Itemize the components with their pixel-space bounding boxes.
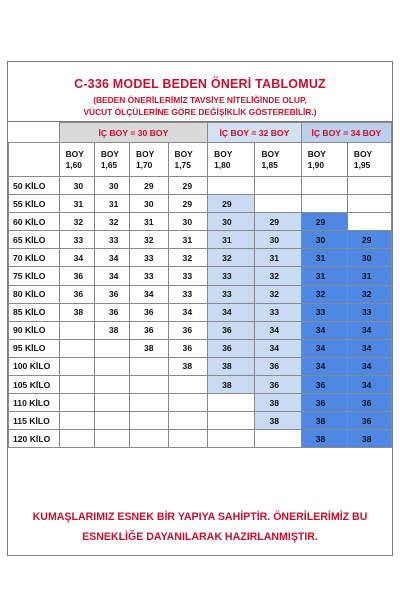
height-header-cell [94, 143, 129, 177]
size-cell: 33 [168, 285, 208, 303]
size-cell [130, 376, 169, 394]
size-cell [208, 412, 255, 430]
size-cell [59, 430, 94, 448]
weight-label: 95 KİLO [9, 339, 60, 357]
height-header-cell [59, 143, 94, 177]
size-cell: 34 [347, 357, 391, 375]
height-header-cell [347, 143, 391, 177]
size-cell: 29 [168, 177, 208, 195]
size-cell: 36 [94, 285, 129, 303]
size-cell: 38 [168, 357, 208, 375]
size-cell: 29 [168, 195, 208, 213]
size-cell: 32 [255, 267, 301, 285]
size-cell [255, 177, 301, 195]
size-cell: 34 [168, 303, 208, 321]
size-cell: 34 [94, 249, 129, 267]
table-row [9, 321, 392, 339]
height-value: 1,70 [136, 159, 153, 170]
size-cell [301, 177, 347, 195]
size-cell [59, 376, 94, 394]
size-cell: 32 [301, 285, 347, 303]
size-cell [347, 213, 391, 231]
subtitle-line-1: (BEDEN ÖNERİLERİMİZ TAVSİYE NİTELİĞİNDE OLUP, [93, 95, 307, 105]
size-cell: 34 [94, 267, 129, 285]
size-cell [94, 376, 129, 394]
height-boy-label: BOY [353, 148, 373, 159]
size-cell: 33 [94, 231, 129, 249]
weight-label: 50 KİLO [9, 177, 60, 195]
size-cell: 36 [208, 321, 255, 339]
size-cell: 32 [94, 213, 129, 231]
size-cell [168, 430, 208, 448]
size-cell: 36 [255, 357, 301, 375]
size-cell: 33 [208, 285, 255, 303]
size-cell: 29 [208, 195, 255, 213]
table-row [9, 430, 392, 448]
height-value: 1,65 [100, 159, 118, 170]
size-cell [301, 195, 347, 213]
size-cell: 38 [301, 430, 347, 448]
size-cell: 31 [301, 267, 347, 285]
size-cell: 30 [94, 177, 129, 195]
footer-line-1: KUMAŞLARIMIZ ESNEK BİR YAPIYA SAHİPTİR. ÖNERİLERİMİZ BU [32, 511, 368, 523]
size-cell: 38 [208, 376, 255, 394]
table-row [9, 339, 392, 357]
size-cell: 30 [59, 177, 94, 195]
size-cell: 32 [208, 249, 255, 267]
corner-cell [9, 123, 60, 143]
size-cell: 34 [301, 339, 347, 357]
size-cell: 34 [301, 321, 347, 339]
height-value: 1,60 [65, 159, 82, 170]
size-cell [94, 339, 129, 357]
height-value: 1,90 [307, 159, 324, 170]
size-cell: 36 [59, 267, 94, 285]
size-cell [168, 394, 208, 412]
size-cell: 33 [208, 267, 255, 285]
corner-cell-2 [9, 143, 60, 177]
height-boy-label: BOY [100, 148, 119, 159]
size-cell: 31 [347, 267, 391, 285]
size-cell [59, 412, 94, 430]
size-cell: 30 [255, 231, 301, 249]
group-header-row [9, 123, 392, 143]
size-cell: 29 [301, 213, 347, 231]
weight-label: 65 KİLO [9, 231, 60, 249]
height-header-cell [208, 143, 255, 177]
size-cell: 34 [255, 339, 301, 357]
size-cell: 30 [301, 231, 347, 249]
size-cell: 30 [208, 213, 255, 231]
table-row [9, 376, 392, 394]
size-cell [168, 376, 208, 394]
table-row [9, 177, 392, 195]
size-cell: 36 [347, 394, 391, 412]
size-cell: 38 [130, 339, 169, 357]
height-boy-label: BOY [214, 148, 233, 159]
size-cell: 36 [208, 339, 255, 357]
height-value: 1,95 [353, 159, 371, 170]
weight-label: 105 KİLO [9, 376, 60, 394]
weight-label: 60 KİLO [9, 213, 60, 231]
size-cell: 38 [208, 357, 255, 375]
weight-label: 110 KİLO [9, 394, 60, 412]
size-cell [168, 412, 208, 430]
table-row [9, 285, 392, 303]
size-cell [59, 339, 94, 357]
table-row [9, 357, 392, 375]
size-cell: 36 [301, 394, 347, 412]
weight-label: 55 KİLO [9, 195, 60, 213]
size-cell: 33 [130, 267, 169, 285]
size-cell: 33 [301, 303, 347, 321]
height-header-cell [301, 143, 347, 177]
size-cell: 30 [130, 195, 169, 213]
size-cell: 33 [130, 249, 169, 267]
weight-label: 100 KİLO [9, 357, 60, 375]
table-row [9, 249, 392, 267]
size-cell: 32 [130, 231, 169, 249]
size-cell: 29 [130, 177, 169, 195]
table-body [9, 177, 392, 448]
size-cell: 38 [59, 303, 94, 321]
weight-label: 115 KİLO [9, 412, 60, 430]
size-cell: 38 [301, 412, 347, 430]
size-cell: 31 [59, 195, 94, 213]
size-cell [130, 357, 169, 375]
table-row [9, 394, 392, 412]
size-cell: 33 [168, 267, 208, 285]
size-cell [94, 412, 129, 430]
group-header-34: İÇ BOY = 34 BOY [301, 123, 391, 143]
size-cell [94, 394, 129, 412]
size-cell: 36 [130, 303, 169, 321]
size-cell [130, 394, 169, 412]
weight-label: 90 KİLO [9, 321, 60, 339]
size-cell: 38 [255, 394, 301, 412]
size-cell: 36 [168, 321, 208, 339]
height-header-cell [130, 143, 169, 177]
size-cell: 32 [347, 285, 391, 303]
size-cell: 31 [168, 231, 208, 249]
size-cell: 30 [168, 213, 208, 231]
size-cell: 32 [59, 213, 94, 231]
size-cell [208, 394, 255, 412]
table-row [9, 213, 392, 231]
size-cell: 36 [168, 339, 208, 357]
size-cell: 34 [347, 376, 391, 394]
size-cell: 31 [301, 249, 347, 267]
size-cell: 32 [168, 249, 208, 267]
size-cell [347, 195, 391, 213]
size-cell: 32 [255, 285, 301, 303]
size-cell: 38 [255, 412, 301, 430]
weight-label: 70 KİLO [9, 249, 60, 267]
size-cell: 34 [59, 249, 94, 267]
size-cell [130, 412, 169, 430]
size-cell: 36 [94, 303, 129, 321]
size-cell: 30 [347, 249, 391, 267]
height-header-cell [168, 143, 208, 177]
height-boy-label: BOY [65, 148, 84, 159]
size-cell [59, 321, 94, 339]
size-cell: 31 [94, 195, 129, 213]
height-boy-label: BOY [174, 148, 193, 159]
size-cell: 36 [347, 412, 391, 430]
size-cell: 31 [208, 231, 255, 249]
height-value: 1,85 [261, 159, 278, 170]
size-cell: 29 [255, 213, 301, 231]
size-cell [94, 357, 129, 375]
size-cell: 34 [130, 285, 169, 303]
size-cell: 36 [130, 321, 169, 339]
size-cell: 34 [347, 339, 391, 357]
height-boy-label: BOY [307, 148, 326, 159]
size-cell [94, 430, 129, 448]
size-cell: 31 [130, 213, 169, 231]
weight-label: 120 KİLO [9, 430, 60, 448]
size-cell [59, 394, 94, 412]
size-cell: 36 [59, 285, 94, 303]
size-cell: 34 [347, 321, 391, 339]
size-cell [130, 430, 169, 448]
height-header-cell [255, 143, 301, 177]
size-cell [208, 430, 255, 448]
size-cell: 33 [347, 303, 391, 321]
height-value: 1,80 [214, 159, 231, 170]
size-cell: 34 [208, 303, 255, 321]
table-row [9, 231, 392, 249]
height-boy-label: BOY [136, 148, 155, 159]
size-cell: 29 [347, 231, 391, 249]
weight-label: 75 KİLO [9, 267, 60, 285]
title-box [8, 62, 392, 122]
size-cell: 33 [59, 231, 94, 249]
size-cell: 38 [94, 321, 129, 339]
size-cell [347, 177, 391, 195]
height-value: 1,75 [174, 159, 191, 170]
footer-line-2: ESNEKLİĞE DAYANILARAK HAZIRLANMIŞTIR. [82, 531, 318, 543]
size-cell [59, 357, 94, 375]
size-table [8, 122, 392, 448]
size-cell [255, 430, 301, 448]
weight-label: 85 KİLO [9, 303, 60, 321]
size-cell: 36 [301, 376, 347, 394]
table-row [9, 195, 392, 213]
size-cell: 31 [255, 249, 301, 267]
table-row [9, 412, 392, 430]
subtitle-line-2: VÜCUT ÖLÇÜLERİNE GÖRE DEĞİŞİKLİK GÖSTEREBİLİR.) [83, 107, 317, 117]
table-row [9, 267, 392, 285]
size-chart-sheet [7, 61, 393, 556]
size-cell [208, 177, 255, 195]
group-header-30: İÇ BOY = 30 BOY [59, 123, 208, 143]
size-cell: 34 [301, 357, 347, 375]
footer-note [8, 501, 392, 555]
weight-label: 80 KİLO [9, 285, 60, 303]
height-header-row [9, 143, 392, 177]
height-boy-label: BOY [261, 148, 280, 159]
group-header-32: İÇ BOY = 32 BOY [208, 123, 302, 143]
size-cell: 33 [255, 303, 301, 321]
size-cell: 38 [347, 430, 391, 448]
size-cell: 36 [255, 376, 301, 394]
chart-title: C-336 MODEL BEDEN ÖNERİ TABLOMUZ [74, 77, 326, 91]
size-cell [255, 195, 301, 213]
table-row [9, 303, 392, 321]
size-cell: 34 [255, 321, 301, 339]
